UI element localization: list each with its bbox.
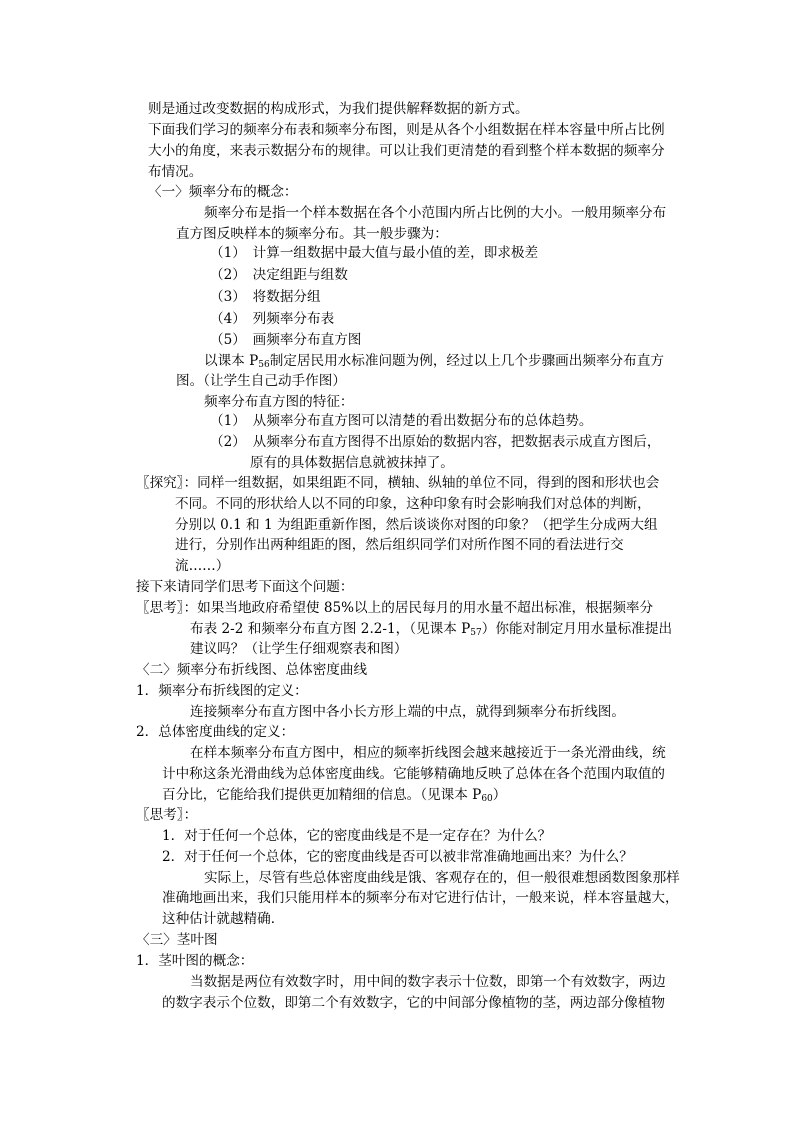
list-item: 2．对于任何一个总体，它的密度曲线是否可以被非常准确地画出来？为什么？ [162,849,633,865]
section-heading: 〈二〉频率分布折线图、总体密度曲线 [136,662,368,678]
text-run: 以课本 P [204,353,259,369]
text-line: 〖思考〗： [136,807,198,823]
text-line: 的数字表示个位数，即第二个有效数字，它的中间部分像植物的茎，两边部分像植物 [162,995,665,1011]
text-line: 接下来请同学们思考下面这个问题： [136,579,354,595]
list-item: （1） 计算一组数据中最大值与最小值的差，即求极差 [210,245,539,261]
text-line: 1．茎叶图的概念： [136,953,254,969]
list-item: （2） 决定组距与组数 [210,267,348,283]
list-item: （4） 列频率分布表 [210,311,335,327]
list-item: 1．对于任何一个总体，它的密度曲线是不是一定存在？为什么？ [162,828,552,844]
text-line: 2．总体密度曲线的定义： [136,724,295,740]
text-line: 当数据是两位有效数字时，用中间的数字表示十位数，即第一个有效数字，两边 [190,974,666,990]
text-line: 布情况。 [148,164,203,180]
subscript: 57 [470,628,482,638]
list-item: （5） 画频率分布直方图 [210,332,362,348]
list-item: （2） 从频率分布直方图得不出原始的数据内容，把数据表示成直方图后， [210,434,661,450]
text-line: 频率分布直方图的特征： [204,394,354,410]
text-line: 这种估计就越精确． [162,911,285,927]
text-line: 图。（让学生自己动手作图） [176,373,346,389]
text-line: 〖思考〗：如果当地政府希望使 85%以上的居民每月的用水量不超出标准，根据频率分 [136,600,654,616]
text-line: 不同。不同的形状给人以不同的印象，这种印象有时会影响我们对总体的判断， [175,496,651,512]
text-line: 1．频率分布折线图的定义： [136,683,308,699]
text-line: 建议吗？（让学生仔细观察表和图） [190,641,408,657]
text-run: 布表 2-2 和频率分布直方图 2.2-1，（见课本 P [190,621,471,637]
text-run: ） [492,787,507,803]
text-line: 下面我们学习的频率分布表和频率分布图，则是从各个小组数据在样本容量中所占比例 [148,122,665,138]
text-run: 制定居民用水标准问题为例，经过以上几个步骤画出频率分布直方 [269,353,664,369]
text-line: 则是通过改变数据的构成形式，为我们提供解释数据的新方式。 [148,101,529,117]
section-heading: 〈三〉茎叶图 [136,932,218,948]
list-item: （3） 将数据分组 [210,289,321,305]
subscript: 56 [258,360,270,370]
text-line: 原有的具体数据信息就被抹掉了。 [250,455,454,471]
text-line: 连接频率分布直方图中各小长方形上端的中点，就得到频率分布折线图。 [190,704,625,720]
text-line: 计中称这条光滑曲线为总体密度曲线。它能够精确地反映了总体在各个范围内取值的 [162,766,665,782]
text-run: ）你能对制定月用水量标准提出 [481,621,673,637]
text-line: 〖探究〗：同样一组数据，如果组距不同，横轴、纵轴的单位不同，得到的图和形状也会 [136,475,660,491]
text-line [190,619,672,639]
text-line: 频率分布是指一个样本数据在各个小范围内所占比例的大小。一般用频率分布 [204,205,667,221]
section-heading: 〈一〉频率分布的概念： [148,184,298,200]
text-line: 大小的角度，来表示数据分布的规律。可以让我们更清楚的看到整个样本数据的频率分 [148,143,665,159]
text-line: 直方图反映样本的频率分布。其一般步骤为： [176,226,448,242]
list-item: （1） 从频率分布直方图可以清楚的看出数据分布的总体趋势。 [210,413,593,429]
text-run: 百分比，它能给我们提供更加精细的信息。（见课本 P [162,787,482,803]
text-line: 在样本频率分布直方图中，相应的频率折线图会越来越接近于一条光滑曲线，统 [190,745,666,761]
text-line: 准确地画出来，我们只能用样本的频率分布对它进行估计，一般来说，样本容量越大， [162,890,679,906]
text-line: 分别以 0.1 和 1 为组距重新作图，然后谈谈你对图的印象？（把学生分成两大组 [175,517,658,533]
text-line: 进行，分别作出两种组距的图，然后组织同学们对所作图不同的看法进行交 [175,537,624,553]
subscript: 60 [481,794,493,804]
text-line: 流……） [175,558,230,574]
text-line [162,785,506,805]
text-line: 实际上，尽管有些总体密度曲线是饿、客观存在的，但一般很难想函数图象那样 [204,870,680,886]
text-line [204,351,664,371]
